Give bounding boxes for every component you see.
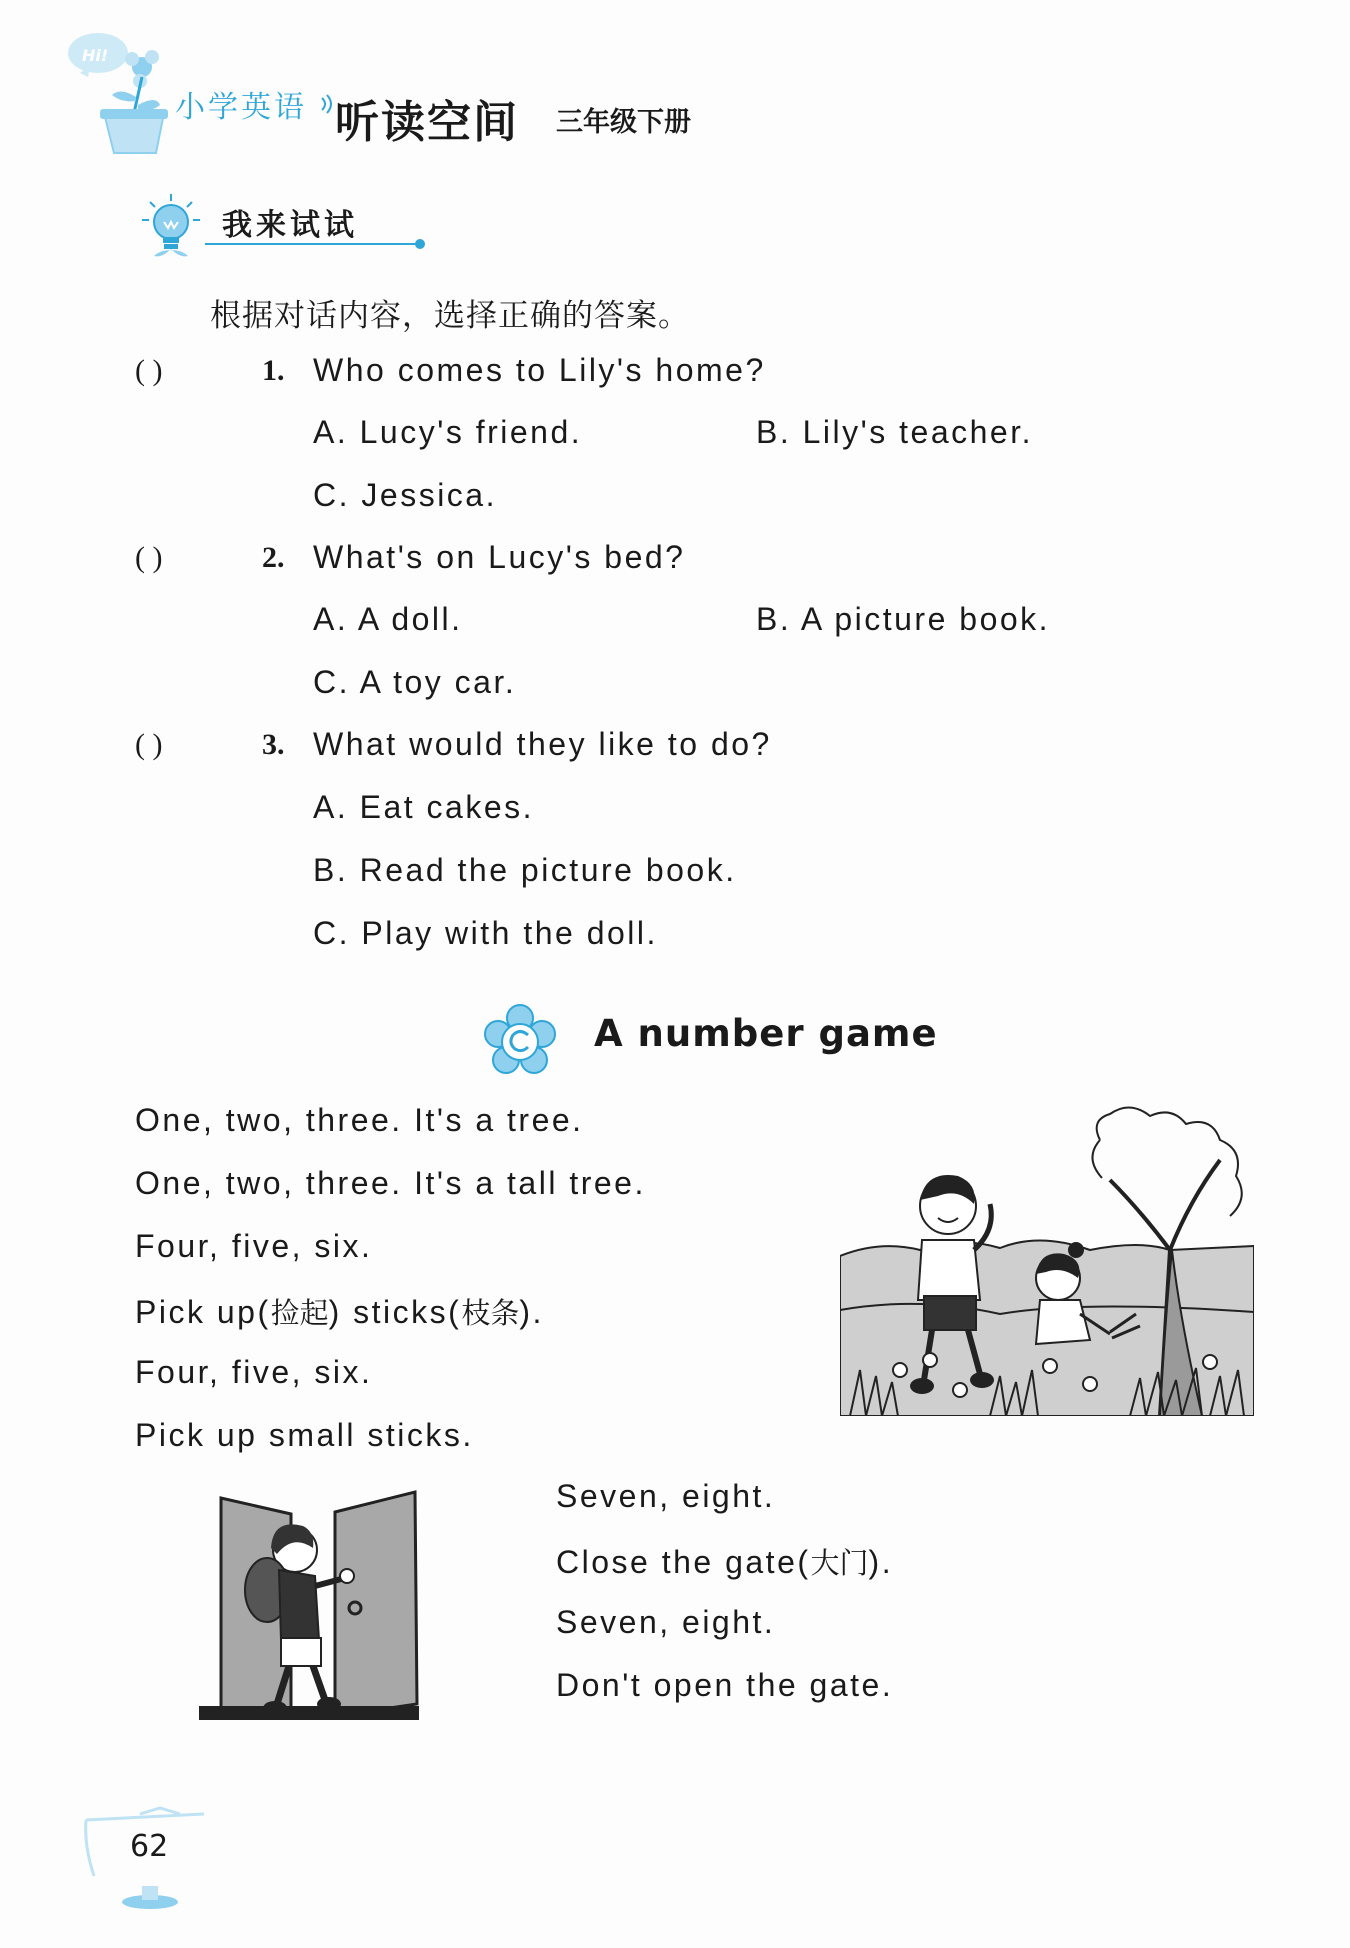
- option-3a: A. Eat cakes.: [313, 789, 535, 825]
- chant-line-6: Pick up small sticks.: [135, 1417, 474, 1453]
- flower-swirl-icon: [482, 1002, 558, 1078]
- answer-blank-2[interactable]: ( ): [135, 541, 163, 574]
- book-title: 听读空间: [335, 97, 519, 148]
- option-1c: C. Jessica.: [313, 477, 497, 513]
- gloss-gate: 大门: [810, 1546, 869, 1580]
- kids-picking-sticks-illustration: [840, 1100, 1254, 1416]
- flower-pot-icon: [60, 25, 180, 155]
- chant-line-8-part-b: ).: [868, 1544, 894, 1580]
- chant-line-4-part-c: ).: [519, 1294, 544, 1330]
- chant-line-7: Seven, eight.: [556, 1478, 776, 1514]
- option-3c: C. Play with the doll.: [313, 915, 658, 951]
- game-title: A number game: [594, 1012, 938, 1055]
- chant-line-5: Four, five, six.: [135, 1354, 373, 1390]
- answer-blank-3[interactable]: ( ): [135, 728, 163, 761]
- chant-line-4-part-b: ) sticks(: [328, 1294, 462, 1330]
- chant-line-4: [135, 1291, 544, 1332]
- chant-line-9: Seven, eight.: [556, 1604, 776, 1640]
- lightbulb-icon: [138, 192, 204, 264]
- section-underline: [205, 243, 420, 245]
- chant-line-10: Don't open the gate.: [556, 1667, 894, 1703]
- option-2a: A. A doll.: [313, 601, 463, 637]
- answer-blank-1[interactable]: ( ): [135, 354, 163, 387]
- option-1b: B. Lily's teacher.: [756, 414, 1033, 450]
- grade-label: 三年级下册: [556, 107, 691, 138]
- option-1a: A. Lucy's friend.: [313, 414, 583, 450]
- hi-badge: Hi!: [82, 46, 109, 65]
- question-text-1: Who comes to Lily's home?: [313, 352, 766, 388]
- chant-line-1: One, two, three. It's a tree.: [135, 1102, 584, 1138]
- option-2b: B. A picture book.: [756, 601, 1051, 637]
- question-number-1: 1.: [262, 354, 285, 387]
- gloss-pick-up: 捡起: [270, 1296, 329, 1330]
- chant-line-8: [556, 1541, 893, 1582]
- instruction-text: 根据对话内容，选择正确的答案。: [210, 298, 690, 334]
- page-number: 62: [130, 1829, 169, 1864]
- question-number-3: 3.: [262, 728, 285, 761]
- chant-line-4-part-a: Pick up(: [135, 1294, 271, 1330]
- boy-closing-gate-illustration: [195, 1490, 425, 1740]
- section-title: 我来试试: [222, 208, 358, 243]
- underline-dot-icon: [414, 238, 426, 250]
- chant-line-3: Four, five, six.: [135, 1228, 373, 1264]
- question-number-2: 2.: [262, 541, 285, 574]
- series-name: 小学英语: [175, 90, 307, 125]
- question-text-3: What would they like to do?: [313, 726, 772, 762]
- chant-line-2: One, two, three. It's a tall tree.: [135, 1165, 646, 1201]
- question-text-2: What's on Lucy's bed?: [313, 539, 686, 575]
- chant-line-8-part-a: Close the gate(: [556, 1544, 811, 1580]
- option-2c: C. A toy car.: [313, 664, 517, 700]
- option-3b: B. Read the picture book.: [313, 852, 737, 888]
- gloss-sticks: 枝条: [461, 1296, 520, 1330]
